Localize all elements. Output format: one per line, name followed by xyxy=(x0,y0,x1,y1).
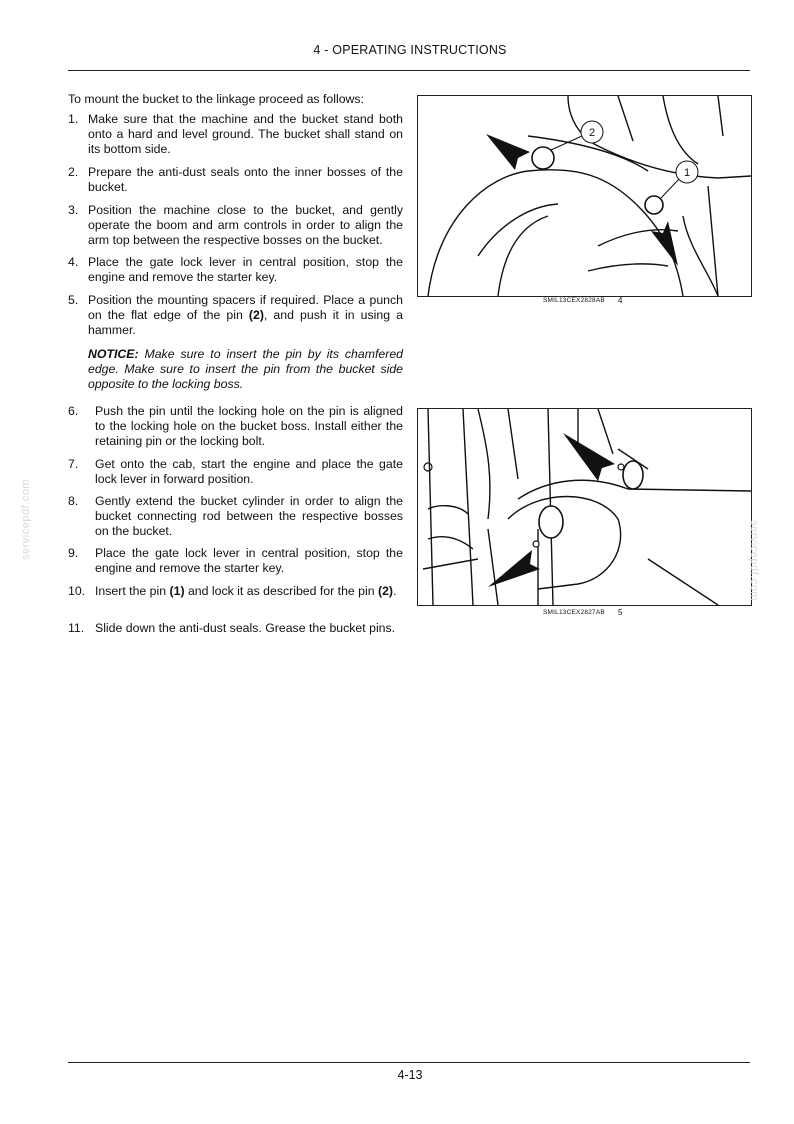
step-6 xyxy=(68,404,403,450)
step-number: 3. xyxy=(68,203,79,217)
step-number: 8. xyxy=(68,494,79,508)
step-text: Gently extend the bucket cylinder in order to align the bucket connecting rod between the respective bosses on the bucket. xyxy=(95,494,403,539)
intro-text: To mount the bucket to the linkage proceed as follows: xyxy=(68,92,364,106)
step-text: Make sure that the machine and the bucket stand both onto a hard and level ground. The bucket shall stand on its bottom side. xyxy=(88,112,403,157)
step-text: Get onto the cab, start the engine and place the gate lock lever in forward position. xyxy=(95,457,403,487)
step-7 xyxy=(68,457,403,487)
step-text: Push the pin until the locking hole on the pin is aligned to the locking hole on the bucket boss. Install either the retaining pin or the locking bolt. xyxy=(95,404,403,449)
step-9 xyxy=(68,546,403,576)
watermark-right: servicepdf.com xyxy=(748,520,760,601)
notice-block xyxy=(88,347,403,393)
step-2 xyxy=(68,165,403,195)
bucket-pin-drawing-1 xyxy=(418,96,751,296)
figure-5-illustration xyxy=(417,408,752,606)
step-text: Insert the pin (1) and lock it as described for the pin (2). xyxy=(95,584,397,598)
pointer-arrow xyxy=(651,221,678,266)
callout-label: 2 xyxy=(588,127,596,139)
step-number: 11. xyxy=(68,621,85,635)
step-8 xyxy=(68,494,403,540)
pointer-arrow xyxy=(563,433,615,481)
step-number: 9. xyxy=(68,546,79,560)
footer-rule xyxy=(68,1062,750,1063)
figure-4-number: 4 xyxy=(618,296,623,305)
notice-label: NOTICE: xyxy=(88,347,139,361)
notice-text: Make sure to insert the pin by its chamfered edge. Make sure to insert the pin from the bucket side opposite to the locking boss. xyxy=(88,347,403,392)
step-text: Slide down the anti-dust seals. Grease the bucket pins. xyxy=(95,621,396,635)
watermark-left: servicepdf.com xyxy=(20,479,32,560)
step-4 xyxy=(68,255,403,285)
figure-5-number: 5 xyxy=(618,608,623,617)
pointer-arrow xyxy=(486,134,530,170)
step-number: 7. xyxy=(68,457,79,471)
step-number: 6. xyxy=(68,404,79,418)
step-10 xyxy=(68,584,403,599)
callout-label: 1 xyxy=(683,167,691,179)
step-3 xyxy=(68,203,403,249)
step-number: 10. xyxy=(68,584,86,598)
step-number: 2. xyxy=(68,165,79,179)
step-text: Place the gate lock lever in central position, stop the engine and remove the starter key. xyxy=(95,546,403,576)
header-rule xyxy=(68,70,750,71)
step-text: Place the gate lock lever in central position, stop the engine and remove the starter key. xyxy=(88,255,403,285)
step-text: Prepare the anti-dust seals onto the inner bosses of the bucket. xyxy=(88,165,403,195)
step-1 xyxy=(68,112,403,158)
page-number: 4-13 xyxy=(397,1068,423,1082)
figure-4-caption: SMIL13CEX2828AB xyxy=(543,297,605,304)
figure-4-illustration xyxy=(417,95,752,297)
pointer-arrow xyxy=(488,550,540,587)
step-11 xyxy=(68,621,403,636)
bucket-pin-drawing-2 xyxy=(418,409,751,605)
step-number: 4. xyxy=(68,255,79,269)
step-text: Position the mounting spacers if required. Place a punch on the flat edge of the pin (2), and push it in using a hammer. xyxy=(88,293,403,338)
page-header-title: 4 - OPERATING INSTRUCTIONS xyxy=(313,43,507,57)
step-text: Position the machine close to the bucket, and gently operate the boom and arm controls in order to align the arm top between the respective bosses on the bucket. xyxy=(88,203,403,248)
figure-5-caption: SMIL13CEX2827AB xyxy=(543,609,605,616)
step-number: 5. xyxy=(68,293,79,307)
step-5 xyxy=(68,293,403,339)
step-number: 1. xyxy=(68,112,79,126)
